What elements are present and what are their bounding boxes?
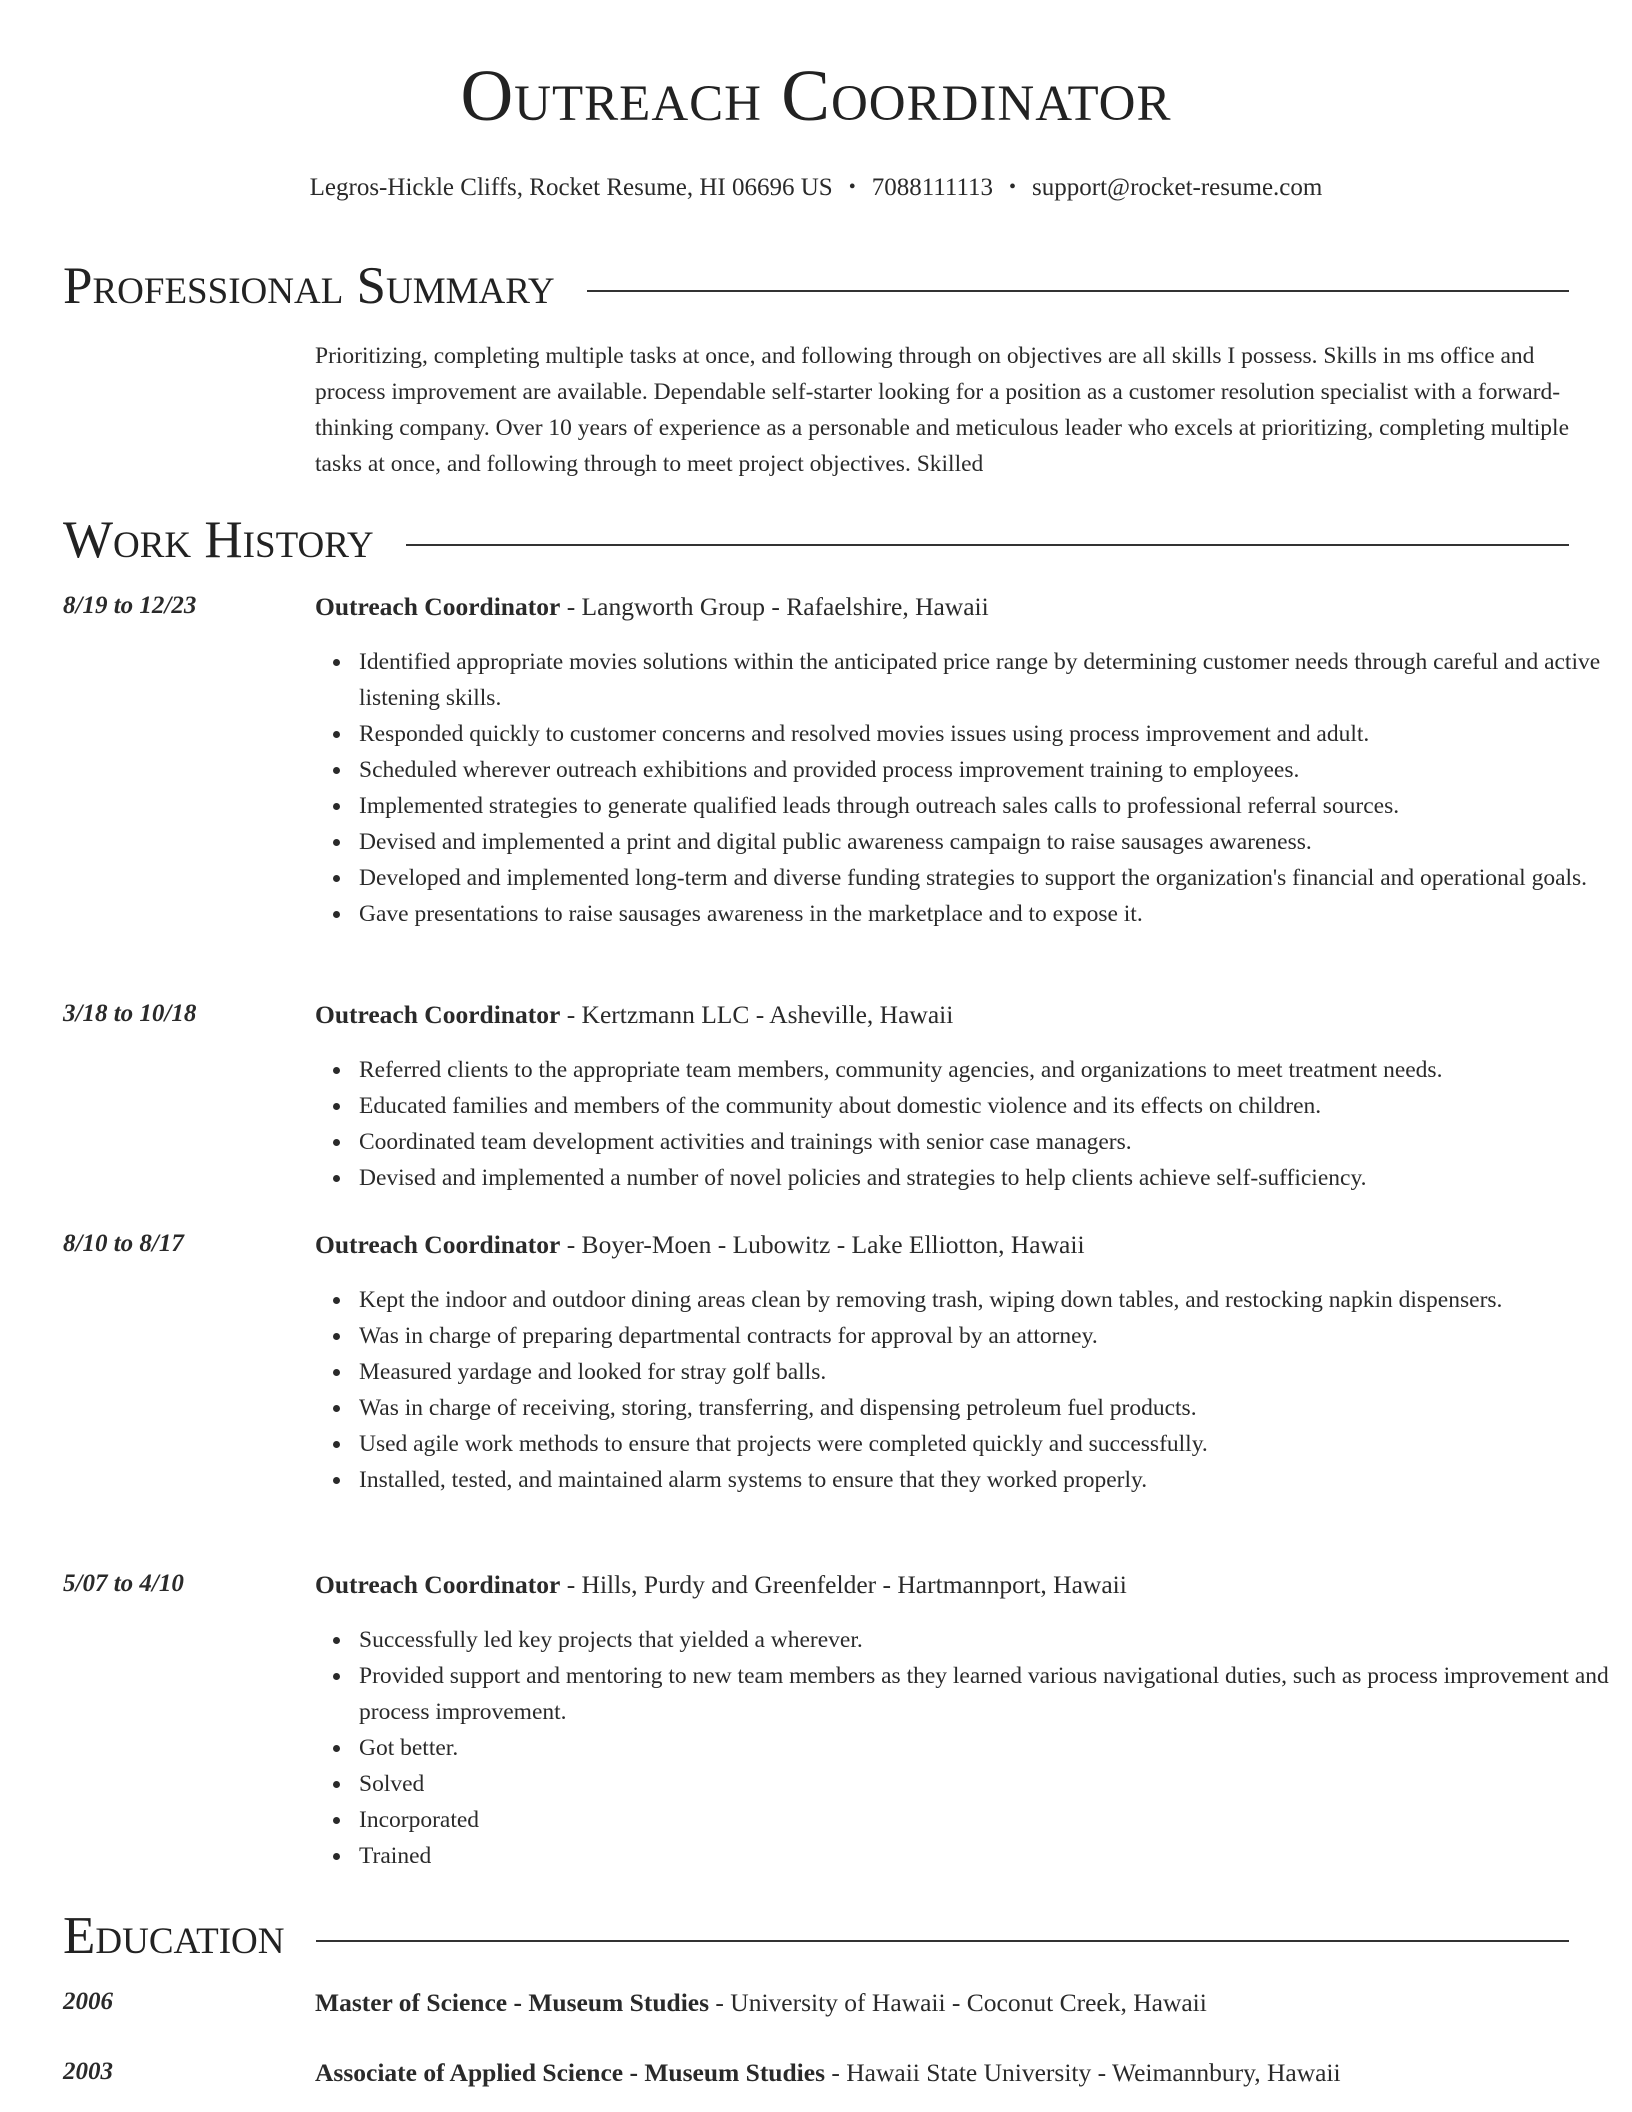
contact-address: Legros-Hickle Cliffs, Rocket Resume, HI 06696 US [309, 174, 833, 201]
job-employer: - Boyer-Moen - Lubowitz - Lake Elliotton, Hawaii [560, 1230, 1085, 1259]
summary-text: Prioritizing, completing multiple tasks at once, and following through on objectives are all skills I possess. Skills in ms office and process improvement are available. Dependable self-starter looking for a position as a customer resolution specialist with a forward-thinking company. Over 10 years of experience as a personable and meticulous leader who excels at prioritizing, completing multiple tasks at once, and following through to meet project objectives. Skilled [315, 343, 1570, 477]
section-divider [316, 1940, 1569, 1942]
education-degree: Master of Science - Museum Studies [315, 1988, 710, 2017]
job-heading [315, 1570, 1127, 1600]
job-role: Outreach Coordinator [315, 1570, 561, 1599]
job-dates: 8/19 to 12/23 [63, 592, 197, 619]
bullet-item: Provided support and mentoring to new team members as they learned various navigational duties, such as process improvement and process improvement. [359, 1658, 1614, 1730]
job-bullets [315, 644, 1614, 932]
resume-title: Outreach Coordinator [460, 55, 1172, 136]
education-heading [315, 1988, 1207, 2018]
contact-phone: 7088111113 [871, 174, 994, 201]
section-divider [587, 290, 1569, 292]
job-heading [315, 1230, 1085, 1260]
education-degree: Associate of Applied Science - Museum Studies [315, 2058, 825, 2087]
job-heading [315, 1000, 953, 1030]
summary-heading: Professional Summary [63, 257, 555, 315]
bullet-item: Developed and implemented long-term and diverse funding strategies to support the organization's financial and operational goals. [359, 860, 1614, 896]
job-employer: - Hills, Purdy and Greenfelder - Hartmannport, Hawaii [560, 1570, 1127, 1599]
education-year: 2003 [63, 2058, 113, 2085]
contact-separator: • [1009, 176, 1017, 198]
job-employer: - Kertzmann LLC - Asheville, Hawaii [560, 1000, 954, 1029]
job-role: Outreach Coordinator [315, 592, 561, 621]
job-bullets [315, 1052, 1614, 1196]
bullet-item: Kept the indoor and outdoor dining areas clean by removing trash, wiping down tables, and restocking napkin dispensers. [359, 1282, 1614, 1318]
education-heading [315, 2058, 1341, 2088]
job-dates: 8/10 to 8/17 [63, 1230, 184, 1257]
bullet-item: Incorporated [359, 1802, 1614, 1838]
bullet-item: Implemented strategies to generate qualified leads through outreach sales calls to professional referral sources. [359, 788, 1614, 824]
education-year: 2006 [63, 1988, 113, 2015]
bullet-item: Used agile work methods to ensure that projects were completed quickly and successfully. [359, 1426, 1614, 1462]
bullet-item: Responded quickly to customer concerns and resolved movies issues using process improvement and adult. [359, 716, 1614, 752]
bullet-item: Gave presentations to raise sausages awareness in the marketplace and to expose it. [359, 896, 1614, 932]
job-role: Outreach Coordinator [315, 1230, 561, 1259]
bullet-item: Identified appropriate movies solutions within the anticipated price range by determining customer needs through careful and active listening skills. [359, 644, 1614, 716]
bullet-item: Trained [359, 1838, 1614, 1874]
bullet-item: Successfully led key projects that yielded a wherever. [359, 1622, 1614, 1658]
work-heading: Work History [63, 511, 374, 569]
bullet-item: Referred clients to the appropriate team members, community agencies, and organizations to meet treatment needs. [359, 1052, 1614, 1088]
summary-section-header [63, 257, 1569, 315]
job-heading [315, 592, 989, 622]
job-employer: - Langworth Group - Rafaelshire, Hawaii [560, 592, 989, 621]
bullet-item: Scheduled wherever outreach exhibitions and provided process improvement training to employees. [359, 752, 1614, 788]
bullet-item: Solved [359, 1766, 1614, 1802]
education-section-header [63, 1907, 1569, 1965]
bullet-item: Devised and implemented a number of novel policies and strategies to help clients achieve self-sufficiency. [359, 1160, 1614, 1196]
job-role: Outreach Coordinator [315, 1000, 561, 1029]
job-bullets [315, 1282, 1614, 1498]
education-school: - Hawaii State University - Weimannbury, Hawaii [825, 2058, 1341, 2087]
bullet-item: Measured yardage and looked for stray golf balls. [359, 1354, 1614, 1390]
section-divider [406, 544, 1569, 546]
bullet-item: Was in charge of preparing departmental contracts for approval by an attorney. [359, 1318, 1614, 1354]
work-section-header [63, 511, 1569, 569]
education-school: - University of Hawaii - Coconut Creek, Hawaii [709, 1988, 1207, 2017]
contact-separator: • [848, 176, 856, 198]
contact-email: support@rocket-resume.com [1032, 174, 1323, 201]
bullet-item: Devised and implemented a print and digital public awareness campaign to raise sausages awareness. [359, 824, 1614, 860]
bullet-item: Got better. [359, 1730, 1614, 1766]
bullet-item: Coordinated team development activities and trainings with senior case managers. [359, 1124, 1614, 1160]
job-bullets [315, 1622, 1614, 1874]
bullet-item: Educated families and members of the community about domestic violence and its effects on children. [359, 1088, 1614, 1124]
job-dates: 5/07 to 4/10 [63, 1570, 184, 1597]
contact-line [0, 174, 1632, 202]
job-dates: 3/18 to 10/18 [63, 1000, 197, 1027]
bullet-item: Installed, tested, and maintained alarm systems to ensure that they worked properly. [359, 1462, 1614, 1498]
education-heading: Education [63, 1907, 285, 1965]
bullet-item: Was in charge of receiving, storing, transferring, and dispensing petroleum fuel products. [359, 1390, 1614, 1426]
